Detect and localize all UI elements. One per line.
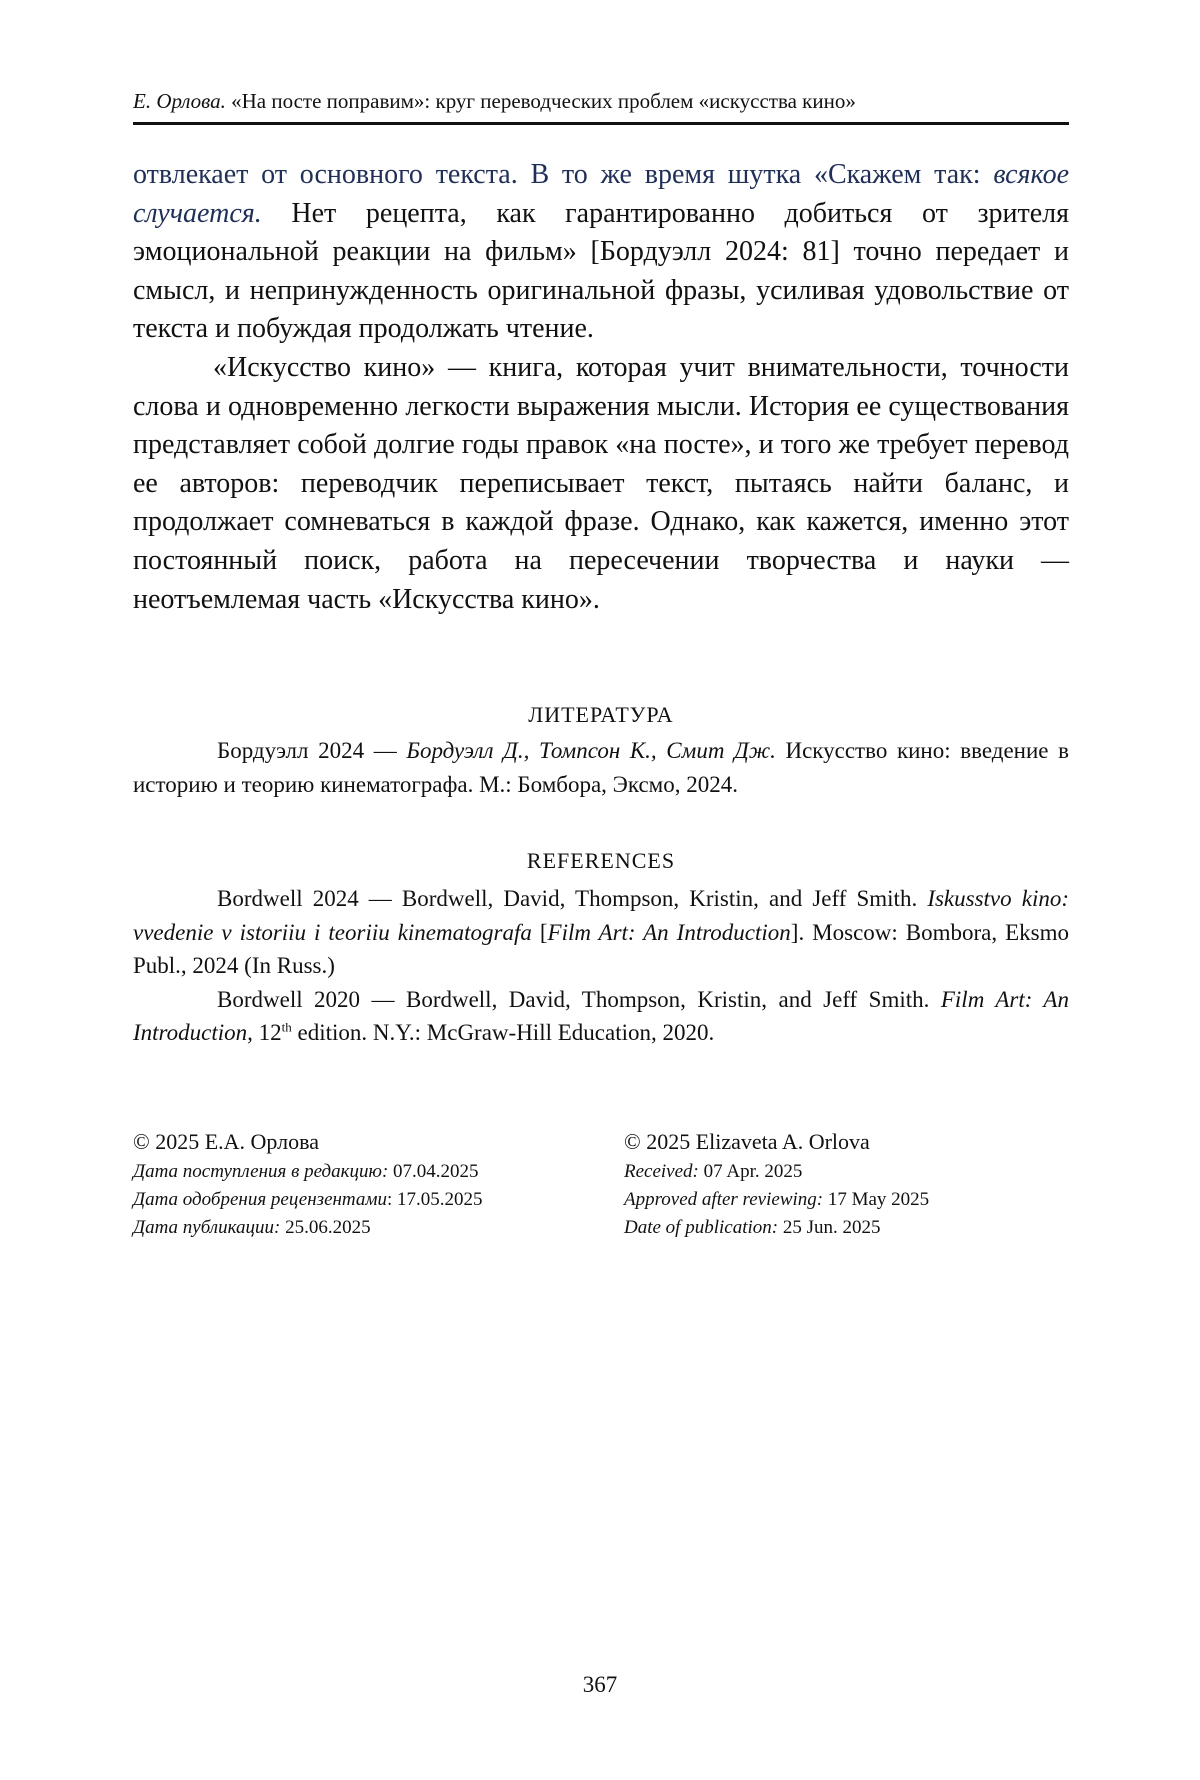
received-date-ru — [133, 1158, 593, 1186]
published-label-en: Date of publication: — [624, 1217, 779, 1238]
copyright-en: © 2025 Elizaveta A. Orlova — [624, 1129, 870, 1154]
received-date-en — [624, 1158, 1084, 1186]
received-label-en: Received: — [624, 1161, 699, 1182]
received-value-ru: 07.04.2025 — [388, 1161, 479, 1182]
running-head — [133, 86, 1069, 116]
header-rule — [133, 122, 1069, 125]
approved-date-en — [624, 1186, 1084, 1214]
received-value-en: 07 Apr. 2025 — [698, 1161, 803, 1182]
footer-russian — [133, 1126, 593, 1242]
reference-entry-1 — [133, 882, 1069, 983]
reference-entry-2 — [133, 983, 1069, 1050]
approved-label-en: Approved after reviewing: — [624, 1189, 824, 1210]
copyright-ru: © 2025 Е.А. Орлова — [133, 1129, 319, 1154]
published-date-en — [624, 1214, 1084, 1242]
reference-1-title: Iskusstvo kino: vvedenie v istoriiu i teoriiu kinematografa — [133, 886, 1069, 945]
literature-entry-rest: Искусство кино: введение в историю и теорию кинематографа. М.: Бомбора, Эксмо, 2024. — [133, 738, 1069, 797]
approved-value-ru: : 17.05.2025 — [387, 1189, 483, 1210]
paragraph-1-rest: Нет рецепта, как гарантированно добиться от зрителя эмоциональной реакции на фильм» [Бордуэлл 2024: 81] точно передает и смысл, и непринужденность оригинальной фразы, усиливая удовольствие от текста и побуждая продолжать чтение. — [133, 197, 1069, 345]
reference-2-rest: edition. N.Y.: McGraw-Hill Education, 2020. — [291, 1020, 715, 1045]
literature-entry-authors: Бордуэлл Д., Томпсон К., Смит Дж. — [406, 738, 776, 763]
paragraph-continued — [133, 156, 1069, 349]
reference-1-bracket: [ — [531, 919, 548, 945]
reference-1-key: Bordwell 2024 — Bordwell, David, Thompson, Kristin, and Jeff Smith. — [217, 886, 928, 911]
reference-2-edition-suffix: th — [281, 1019, 292, 1035]
approved-date-ru — [133, 1186, 593, 1214]
running-head-title: «На посте поправим»: круг переводческих проблем «искусства кино» — [231, 89, 856, 113]
reference-1-translation: Film Art: An Introduction — [547, 919, 791, 945]
approved-label-ru: Дата одобрения рецензентами — [133, 1189, 388, 1210]
published-value-ru: 25.06.2025 — [280, 1217, 371, 1238]
reference-2-key: Bordwell 2020 — Bordwell, David, Thompson, Kristin, and Jeff Smith. — [217, 986, 941, 1012]
references-list — [133, 882, 1069, 1050]
published-label-ru: Дата публикации: — [133, 1217, 281, 1238]
literature-heading: ЛИТЕРАТУРА — [528, 702, 674, 727]
approved-value-en: 17 May 2025 — [823, 1189, 930, 1210]
footer-english — [624, 1126, 1084, 1242]
page-number: 367 — [582, 1672, 618, 1697]
reference-2-edition: 12 — [252, 1020, 282, 1045]
references-heading: REFERENCES — [526, 848, 676, 873]
published-date-ru — [133, 1214, 593, 1242]
continued-text: отвлекает от основного текста. В то же время шутка «Скажем так: — [133, 159, 994, 190]
main-text — [133, 156, 1069, 619]
literature-list — [133, 734, 1069, 801]
running-head-author: Е. Орлова. — [133, 89, 226, 113]
continued-emphasis: всякое случается. — [133, 159, 1069, 229]
literature-entry — [133, 734, 1069, 801]
literature-entry-key: Бордуэлл 2024 — — [217, 738, 407, 763]
received-label-ru: Дата поступления в редакцию: — [133, 1161, 389, 1182]
reference-2-title: Film Art: An Introduction, — [133, 986, 1069, 1045]
paragraph-2: «Искусство кино» — книга, которая учит внимательности, точности слова и одновременно легкости выражения мысли. История ее существования представляет собой долгие годы правок «на посте», и того же требует перевод ее авторов: переводчик переписывает текст, пытаясь найти баланс, и продолжает сомневаться в каждой фразе. Однако, как кажется, именно этот постоянный поиск, работа на пересечении творчества и науки — неотъемлемая часть «Искусства кино». — [133, 351, 1069, 615]
published-value-en: 25 Jun. 2025 — [778, 1217, 881, 1238]
reference-1-rest: ]. Moscow: Bombora, Eksmo Publ., 2024 (In Russ.) — [133, 919, 1069, 978]
